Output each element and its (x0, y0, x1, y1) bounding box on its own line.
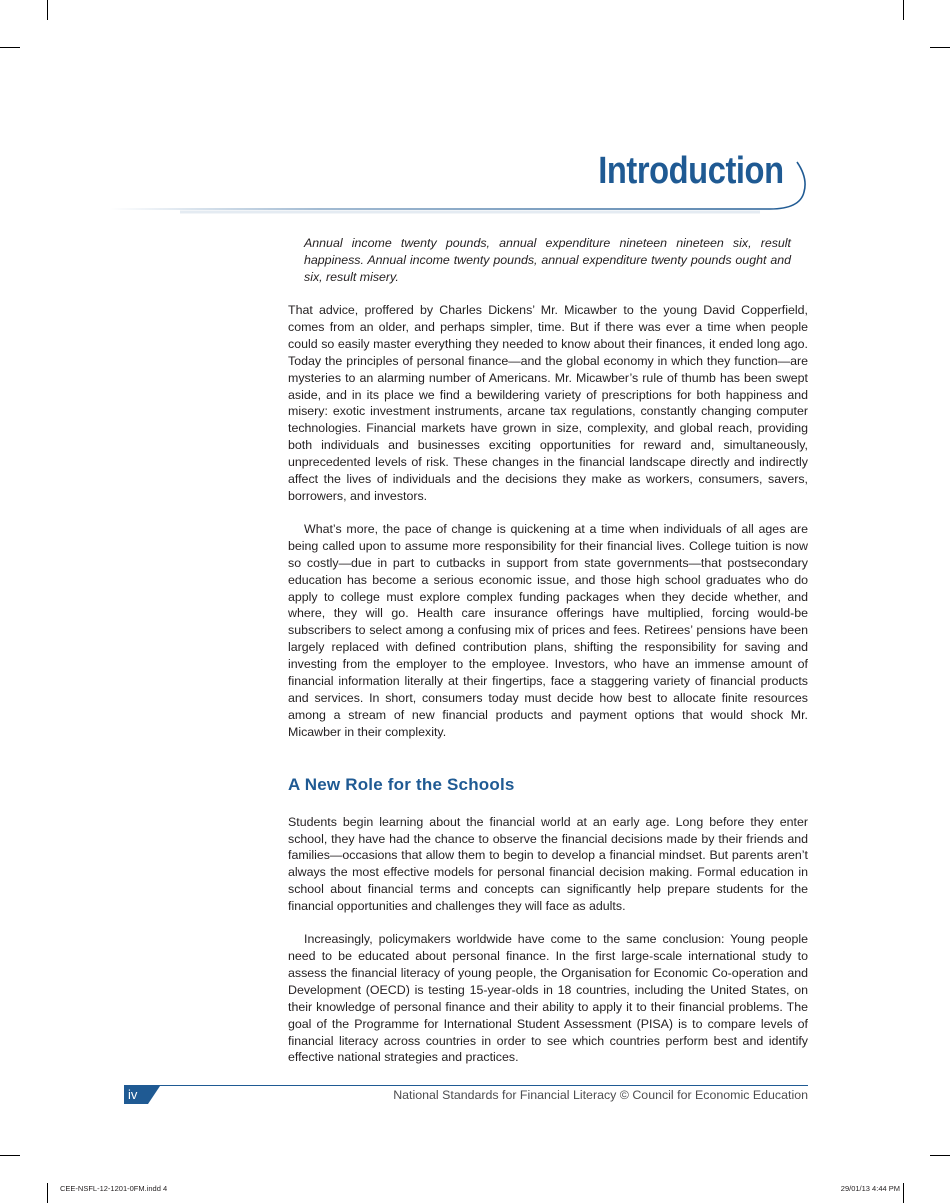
footer-text: National Standards for Financial Literacy © Council for Economic Education (393, 1088, 808, 1102)
crop-mark (903, 1183, 904, 1203)
footer-rule (124, 1085, 808, 1086)
slug-filename: CEE-NSFL-12-1201-0FM.indd 4 (60, 1184, 168, 1193)
paragraph: What’s more, the pace of change is quickening at a time when individuals of all ages are being called upon to assume more responsibility for their financial lives. College tuition is now so costly—due in part to cutbacks in support from state governments—that postsecondary education has become a serious economic issue, and those high school graduates who do apply to college must explore complex funding packages when they decide whether, and where, they will go. Health care insurance offerings have multiplied, forcing would-be subscribers to select among a confusing mix of prices and fees. Retirees’ pensions have been largely replaced with defined contribution plans, shifting the responsibility for saving and investing from the employer to the employee. Investors, who have an immense amount of financial information literally at their fingertips, face a staggering variety of financial products and services. In short, consumers today must decide how best to allocate finite resources among a stream of new financial products and payment options that would shock Mr. Micawber in their complexity. (288, 521, 808, 739)
paragraph: Increasingly, policymakers worldwide have come to the same conclusion: Young people need to be educated about personal finance. In the first large-scale international study to assess the financial literacy of young people, the Organisation for Economic Co-operation and Development (OECD) is testing 15-year-olds in 18 countries, including the United States, on their knowledge of personal finance and their ability to apply it to their financial problems. The goal of the Programme for International Student Assessment (PISA) is to compare levels of financial literacy across countries in order to see which countries perform best and identify effective national strategies and practices. (288, 932, 808, 1065)
body-text (288, 302, 808, 1066)
crop-mark (0, 1155, 20, 1156)
crop-mark (930, 1155, 950, 1156)
crop-mark (47, 1183, 48, 1203)
paragraph: That advice, proffered by Charles Dickens’ Mr. Micawber to the young David Copperfield, comes from an older, and perhaps simpler, time. But if there was ever a time when people could so easily master everything they needed to know about their finances, it ended long ago. Today the principles of personal finance—and the global economy in which they function—are mysteries to an alarming number of Americans. Mr. Micawber’s rule of thumb has been swept aside, and in its place we find a bewildering variety of prescriptions for both happiness and misery: exotic investment instruments, arcane tax regulations, constantly changing computer technologies. Financial markets have grown in size, complexity, and global reach, providing both individuals and businesses exciting opportunities for reward and, simultaneously, unprecedented levels of risk. These changes in the financial landscape directly and indirectly affect the lives of individuals and the decisions they make as workers, consumers, savers, borrowers, and investors. (288, 303, 808, 503)
crop-mark (47, 0, 48, 20)
crop-mark (903, 0, 904, 20)
section-heading: A New Role for the Schools (288, 774, 515, 794)
slug-datetime: 29/01/13 4:44 PM (840, 1184, 900, 1193)
crop-mark (0, 47, 20, 48)
crop-mark (930, 47, 950, 48)
title-swoosh (0, 150, 950, 225)
paragraph: Students begin learning about the financial world at an early age. Long before they enter school, they have had the chance to observe the financial decisions made by their friends and families—occasions that allow them to begin to develop a financial mindset. But parents aren’t always the most effective models for personal financial decision making. Formal education in school about financial terms and concepts can significantly help prepare students for the financial opportunities and challenges they will face as adults. (288, 814, 808, 914)
epigraph-quote: Annual income twenty pounds, annual expenditure nineteen nineteen six, result happiness. Annual income twenty pounds, annual expenditure twenty pounds ought and six, result misery. (304, 236, 791, 285)
chapter-title: Introduction (598, 150, 784, 192)
page-number: iv (128, 1087, 138, 1102)
